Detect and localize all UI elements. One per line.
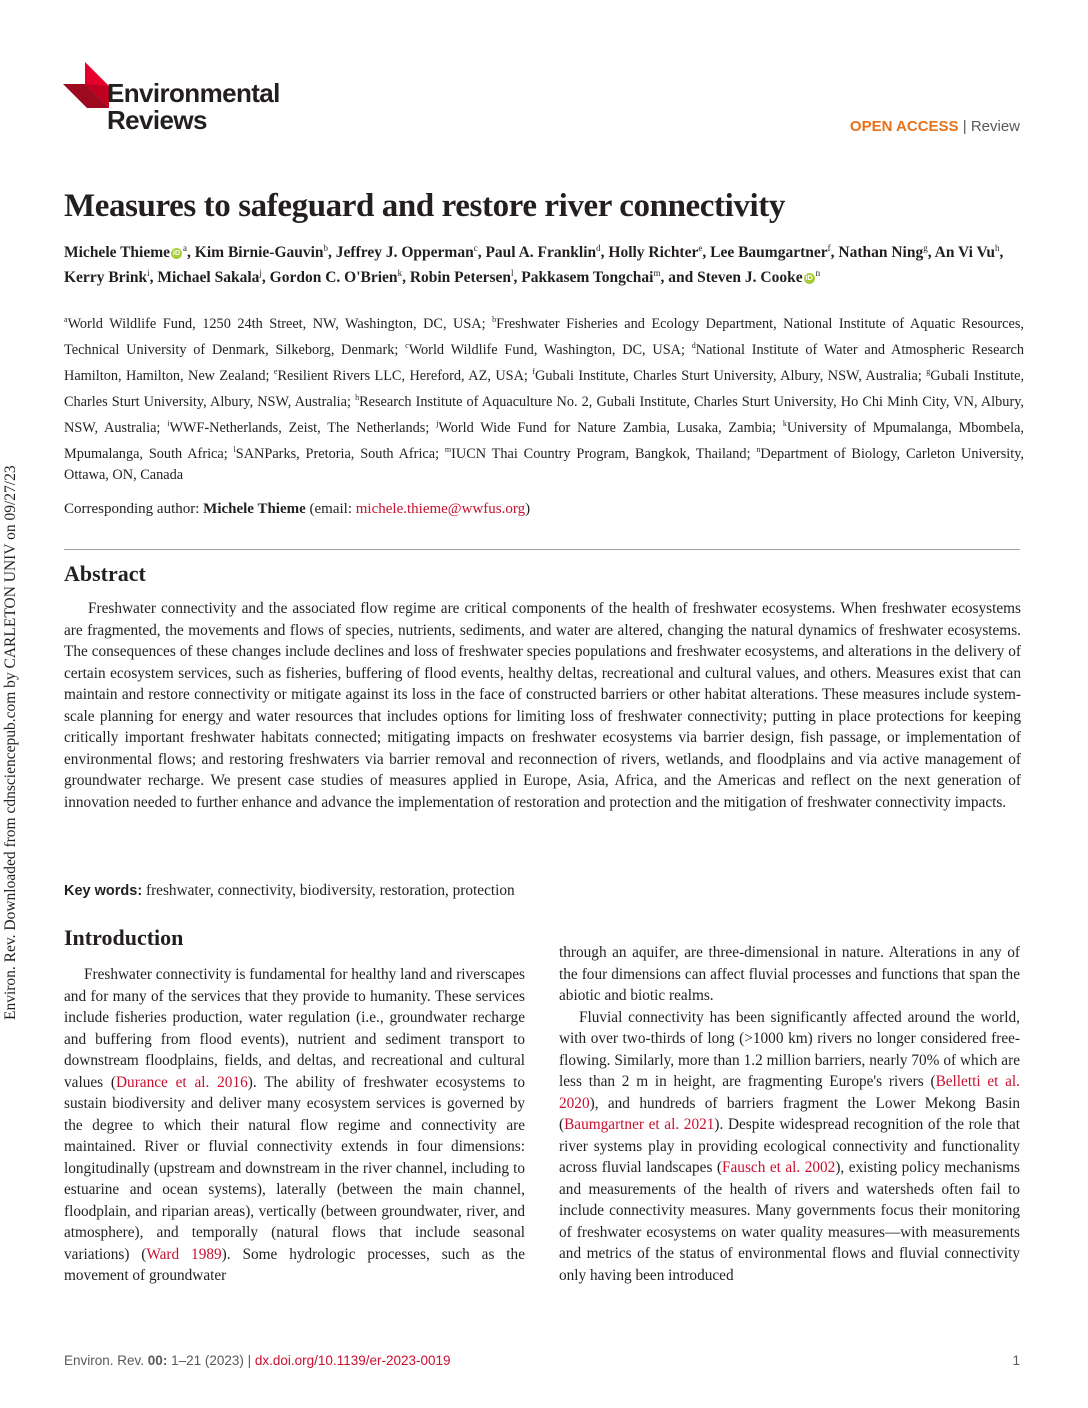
ref-belletti-link[interactable]: Belletti et al. 2020 [559,1073,1021,1112]
affiliation-text: World Wildlife Fund, Washington, DC, USA; [408,341,685,358]
intro-paragraph-1-continued: through an aquifer, are three-dimensional in nature. Alterations in any of the four dimensions can affect fluvial processes and functions that span the abiotic and biotic realms. [559,944,1020,1004]
author-affiliation-marker: d [596,243,601,253]
article-type-label: Review [970,118,1020,135]
affiliation-text: Department of Biology, Carleton University, Ottawa, ON, Canada [64,446,1024,484]
affiliation-text: World Wide Fund for Nature Zambia, Lusaka, Zambia; [438,420,777,437]
intro-p1-text-a: Freshwater connectivity is fundamental for healthy land and riverscapes and for many of the services that they provide to humanity. These services include fisheries production, water regulation (i.e., groundwater recharge and buffering from flood events), nutrient and sediment transport to downstream floodplains, fields, and deltas, and recreational and cultural values ( [64,966,525,1091]
author-name: Michele Thieme [64,244,171,262]
author-affiliation-marker: b [323,243,329,253]
journal-logo-mark-icon [63,62,109,108]
author-affiliation-marker: l [510,268,514,279]
affiliation-marker: g [926,367,931,377]
author-affiliation-marker: m [653,268,661,279]
author-name: Lee Baumgartner [710,244,828,262]
author-name: Kerry Brink [64,269,148,287]
corresponding-suffix: ) [525,501,531,517]
corresponding-email-link[interactable]: michele.thieme@wwfus.org [355,501,526,517]
page-number: 1 [1012,1353,1020,1368]
author-affiliation-marker: g [923,243,928,253]
author-affiliation-marker: a [183,243,188,253]
corresponding-name: Michele Thieme [203,501,306,517]
affiliation-marker: h [355,393,360,403]
author-affiliation-marker: f [827,243,831,253]
intro-paragraph-1 [64,964,525,1287]
author-name: An Vi Vu [934,244,995,262]
author-name: Jeffrey J. Opperman [335,244,474,262]
intro-paragraph-2 [559,1007,1020,1287]
ref-durance-link[interactable]: Durance et al. 2016 [116,1073,248,1091]
corresponding-author [64,501,1024,518]
affiliation-marker: j [436,419,439,429]
intro-p1-text-b: ). The ability of freshwater ecosystems to sustain biodiversity and deliver many ecosystem services is governed by the degree to which their natural flow regime and connectivity are maintained. River or fluvial connectivity extends in four dimensions: longitudinally (upstream and downstream in the river channel, including to estuarine and ocean systems), laterally (between the main channel, floodplain, and riparian areas), vertically (between groundwater, river, and atmosphere), and temporally (natural flows that include seasonal variations) ( [64,1073,526,1263]
affiliation-marker: k [782,419,787,429]
affiliation-marker: a [64,315,68,324]
intro-p2-text-a: Fluvial connectivity has been significantly affected around the world, with over two-thirds of long (>1000 km) rivers no longer considered free-flowing. Similarly, more than 1.2 million barriers, nearly 70% of which are less than 2 m in height, are fragmenting Europe's rivers ( [559,1008,1020,1090]
affiliation-text: WWF-Netherlands, Zeist, The Netherlands; [169,420,430,437]
author-name: and Steven J. Cooke [668,269,803,287]
introduction-heading: Introduction [64,925,184,950]
affiliation-text: IUCN Thai Country Program, Bangkok, Thailand; [451,446,751,463]
author-name: Pakkasem Tongchai [521,269,654,287]
affiliation-marker: d [691,341,696,351]
author-name: Kim Birnie-Gauvin [194,244,324,262]
intro-p2-text-b: ), and hundreds of barriers fragment the Lower Mekong Basin ( [559,1094,1020,1133]
author-name: Robin Petersen [409,269,511,287]
author-name: Gordon C. O'Brien [269,269,398,287]
article-type [850,118,1020,135]
affiliation-text: SANParks, Pretoria, South Africa; [235,446,440,463]
author-affiliation-marker: k [397,268,403,279]
corresponding-prefix: Corresponding author: [64,501,204,517]
download-watermark: Environ. Rev. Downloaded from cdnsciencepub.com by CARLETON UNIV on 09/27/23 [2,465,19,1020]
article-title: Measures to safeguard and restore river connectivity [64,188,785,224]
journal-name [107,80,280,134]
body-column-right [559,942,1020,1286]
affiliation-marker: e [273,367,278,377]
intro-p1-text-c: ). Some hydrologic processes, such as the movement of groundwater [64,1245,525,1284]
ref-ward-link[interactable]: Ward 1989 [146,1245,222,1263]
affiliation-marker: b [492,315,497,324]
footer-doi-link[interactable]: dx.doi.org/10.1139/er-2023-0019 [254,1353,451,1368]
affiliation-list [64,309,1024,487]
affiliation-marker: f [532,367,536,377]
article-type-separator: | [962,118,967,135]
author-affiliation-marker: j [259,268,262,279]
author-name: Holly Richter [608,244,699,262]
ref-baumgartner-link[interactable]: Baumgartner et al. 2021 [564,1116,715,1133]
author-affiliation-marker: n [815,268,821,279]
section-divider [64,549,1020,550]
affiliation-text: University of Mpumalanga, Mbombela, Mpumalanga, South Africa; [64,420,1025,463]
author-affiliation-marker: h [994,243,1000,253]
author-name: Michael Sakala [157,269,260,287]
intro-p2-text-d: ), existing policy mechanisms and measurements of the health of rivers and watersheds often fail to include connectivity measures. Many governments focus their monitoring of freshwater ecosystems on water quality measures—with measurements and metrics of the status of environmental flows and fluvial connectivity only having been introduced [559,1159,1020,1284]
affiliation-text: Gubali Institute, Charles Sturt University, Albury, NSW, Australia; [535,367,922,384]
author-list: Michele Thieme $iD^a$, Kim Birnie-Gauvin$^b$, Jeffrey J. Opperman$^c$, Paul A. Franklin$^d$, Holly Richter$^e$, Lee Baumgartner$^f$, Nathan Ning$^g$, An Vi Vu$^h$, Kerry Brink$^i$, Michael Sakala$^j$, Gordon C. O'Brien$^k$, Robin Petersen$^l$, Pakkasem Tongchai$^m$, and Steven J. Cooke $iD^n$ [64,243,1004,287]
body-column-left [64,964,525,1287]
corresponding-email-prefix: (email: [305,501,356,517]
journal-name-line1: Environmental [107,78,280,108]
abstract-heading: Abstract [64,561,146,586]
open-access-label[interactable]: OPEN ACCESS [849,118,959,135]
orcid-icon[interactable]: iD [173,250,181,258]
affiliation-text: Gubali Institute, Charles Sturt University, Albury, NSW, Australia; [64,367,1025,410]
affiliation-marker: n [756,445,761,455]
footer-citation-b: 1–21 (2023) | [167,1353,255,1368]
author-affiliation-marker: i [147,268,150,279]
footer-citation-volume: 00: [147,1353,168,1368]
affiliation-marker: c [405,341,409,351]
intro-p2-text-c: ). Despite widespread recognition of the role that river systems play in providing ecological connectivity and functionality across fluvial landscapes ( [559,1116,1020,1176]
affiliation-text: World Wildlife Fund, 1250 24th Street, NW, Washington, DC, USA; [67,315,486,332]
author-name: Paul A. Franklin [485,244,597,262]
author-affiliation-marker: c [473,243,478,253]
keywords-label: Key words: [64,883,143,899]
affiliation-text: Research Institute of Aquaculture No. 2, Gubali Institute, Charles Sturt University, Ho Chi Minh City, VN, Albury, NSW, Australia; [64,393,1024,437]
affiliation-text: National Institute of Water and Atmospheric Research Hamilton, Hamilton, New Zealand; [64,341,1025,384]
affiliation-marker: i [167,419,170,429]
ref-fausch-link[interactable]: Fausch et al. 2002 [722,1159,836,1176]
footer-citation-a: Environ. Rev. [64,1353,148,1368]
author-affiliation-marker: e [698,243,703,253]
keywords [64,882,515,900]
affiliation-text: Resilient Rivers LLC, Hereford, AZ, USA; [277,367,528,384]
orcid-icon[interactable]: iD [805,275,813,283]
affiliation-marker: l [233,445,236,455]
affiliation-text: Freshwater Fisheries and Ecology Department, National Institute of Aquatic Resources, Technical University of Denmark, Silkeborg, Denmark; [64,315,1025,358]
page-footer [64,1353,1020,1368]
journal-name-line2: Reviews [107,105,207,135]
keywords-text: freshwater, connectivity, biodiversity, restoration, protection [142,882,515,899]
abstract-text: Freshwater connectivity and the associated flow regime are critical components of the health of freshwater ecosystems. When freshwater ecosystems are fragmented, the movements and flows of species, nutrients, sediments, and water are altered, changing the natural dynamics of freshwater ecosystems. The consequences of these changes include declines and loss of freshwater species populations and freshwater ecosystems, and alterations in the delivery of certain ecosystem services, such as fisheries, buffering of flood events, healthy deltas, recreational and cultural values, and others. Measures exist that can maintain and restore connectivity or mitigate against its loss in the face of constructed barriers or other habitat alterations. These measures include system-scale planning for energy and water resources that includes options for limiting loss of freshwater connectivity; putting in place protections for keeping critically important freshwater habitats connected; mitigating impacts on freshwater ecosystems via barrier design, fish passage, or implementation of environmental flows; and restoring freshwaters via barrier removal and reconnection of rivers, wetlands, and floodplains and via active management of groundwater recharge. We present case studies of measures applied in Europe, Asia, Africa, and the Americas and reflect on the next generation of innovation needed to further enhance and advance the implementation of restoration and protection and the mitigation of freshwater connectivity impacts. [64,600,1021,811]
affiliation-marker: m [444,445,452,455]
author-name: Nathan Ning [838,244,924,262]
